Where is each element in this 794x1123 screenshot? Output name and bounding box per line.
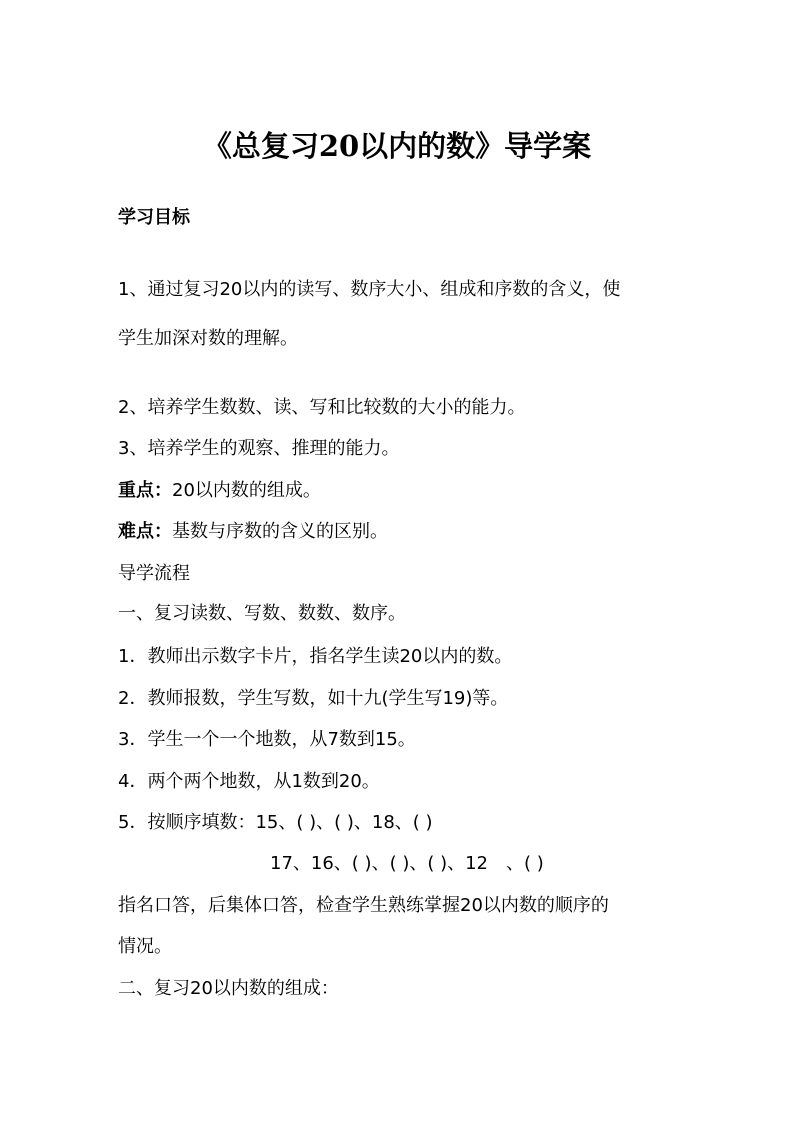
list-item-2: 2．教师报数，学生写数，如十九(学生写19)等。 [118, 688, 509, 709]
answer-line-1: 指名口答，后集体口答，检查学生熟练掌握20以内数的顺序的 [118, 895, 609, 916]
goal-2: 2、培养学生数数、读、写和比较数的大小的能力。 [118, 397, 526, 418]
goals-heading: 学习目标 [118, 207, 190, 228]
answer-line-2: 情况。 [118, 936, 172, 957]
list-item-1: 1．教师出示数字卡片，指名学生读20以内的数。 [118, 646, 513, 667]
difficulty-label: 难点： [118, 521, 172, 542]
difficulty-point [118, 520, 388, 544]
goal-1-line-2: 学生加深对数的理解。 [118, 328, 298, 349]
process-heading: 导学流程 [118, 563, 190, 584]
key-point-label: 重点： [118, 480, 172, 501]
list-item-4: 4．两个两个地数，从1数到20。 [118, 771, 380, 792]
list-item-5: 5．按顺序填数：15、( )、( )、18、( ) [118, 812, 433, 833]
list-item-3: 3．学生一个一个地数，从7数到15。 [118, 729, 416, 750]
section-1-heading: 一、复习读数、写数、数数、数序。 [118, 603, 406, 624]
key-point [118, 479, 321, 503]
difficulty-text: 基数与序数的含义的区别。 [172, 521, 388, 542]
list-item-5-line-2: 17、16、( )、( )、( )、12 、( ) [270, 853, 544, 874]
goal-3: 3、培养学生的观察、推理的能力。 [118, 438, 400, 459]
document-title: 《总复习20以内的数》导学案 [202, 129, 592, 163]
key-point-text: 20以内数的组成。 [172, 480, 321, 501]
section-2-heading: 二、复习20以内数的组成： [118, 978, 339, 999]
goal-1-line-1: 1、通过复习20以内的读写、数序大小、组成和序数的含义，使 [118, 279, 621, 300]
